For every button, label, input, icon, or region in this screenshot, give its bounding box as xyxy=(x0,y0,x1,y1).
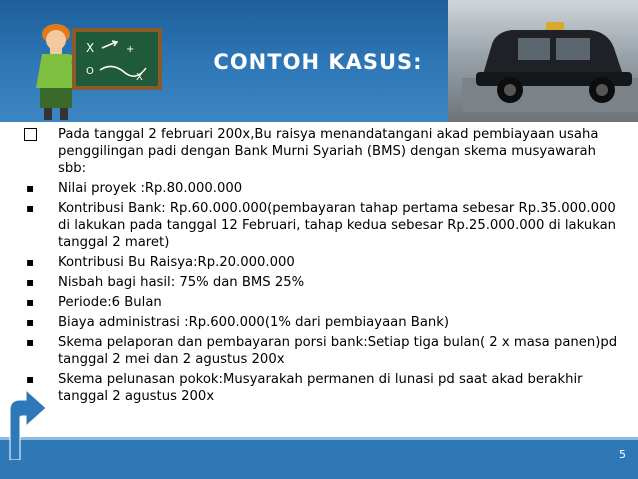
bullet-item xyxy=(24,294,624,311)
square-bullet-icon: ▪ xyxy=(26,181,35,195)
svg-text:X: X xyxy=(136,72,143,83)
chalkboard-icon xyxy=(72,28,162,90)
square-bullet-icon: ▪ xyxy=(26,315,35,329)
svg-text:X: X xyxy=(86,41,95,55)
bullet-text: Biaya administrasi :Rp.600.000(1% dari pembiayaan Bank) xyxy=(58,315,450,330)
bullet-text: Nisbah bagi hasil: 75% dan BMS 25% xyxy=(58,275,305,290)
square-bullet-icon: ▪ xyxy=(26,295,35,309)
bullet-item xyxy=(24,180,624,197)
bullet-item xyxy=(24,334,624,368)
bullet-text: Kontribusi Bu Raisya:Rp.20.000.000 xyxy=(58,255,295,270)
bullet-item xyxy=(24,274,624,291)
square-bullet-icon: ▪ xyxy=(26,372,35,386)
square-bullet-icon: ▪ xyxy=(26,255,35,269)
bullet-item xyxy=(24,371,624,405)
bullet-text: Periode:6 Bulan xyxy=(58,295,162,310)
square-bullet-icon: ▪ xyxy=(26,201,35,215)
bullet-text: Skema pelaporan dan pembayaran porsi bank:Setiap tiga bulan( 2 x masa panen)pd tanggal 2 mei dan 2 agustus 200x xyxy=(58,335,618,367)
checkbox-bullet-icon xyxy=(24,128,37,141)
bullet-text: Pada tanggal 2 februari 200x,Bu raisya menandatangani akad pembiayaan usaha penggilingan padi dengan Bank Murni Syariah (BMS) dengan skema musyawarah sbb: xyxy=(58,127,599,176)
curved-arrow-icon xyxy=(0,370,60,460)
slide-title: CONTOH KASUS: xyxy=(213,50,423,74)
footer-divider xyxy=(0,437,638,440)
slide-footer xyxy=(0,437,638,479)
bullet-list xyxy=(24,126,624,408)
bullet-item xyxy=(24,200,624,251)
square-bullet-icon: ▪ xyxy=(26,275,35,289)
bullet-text: Kontribusi Bank: Rp.60.000.000(pembayaran tahap pertama sebesar Rp.35.000.000 di lakukan pada tanggal 12 Februari, tahap kedua sebesar Rp.25.000.000 di lakukan tanggal 2 maret) xyxy=(58,201,617,250)
bullet-text: Nilai proyek :Rp.80.000.000 xyxy=(58,181,243,196)
page-number: 5 xyxy=(619,448,626,461)
bullet-item xyxy=(24,254,624,271)
taxi-icon xyxy=(462,8,638,112)
bullet-item xyxy=(24,314,624,331)
square-bullet-icon: ▪ xyxy=(26,335,35,349)
svg-text:O: O xyxy=(86,66,94,77)
bullet-text: Skema pelunasan pokok:Musyarakah permanen di lunasi pd saat akad berakhir tanggal 2 agustus 200x xyxy=(58,372,583,404)
svg-text:+: + xyxy=(126,44,135,55)
bullet-item xyxy=(24,126,624,177)
